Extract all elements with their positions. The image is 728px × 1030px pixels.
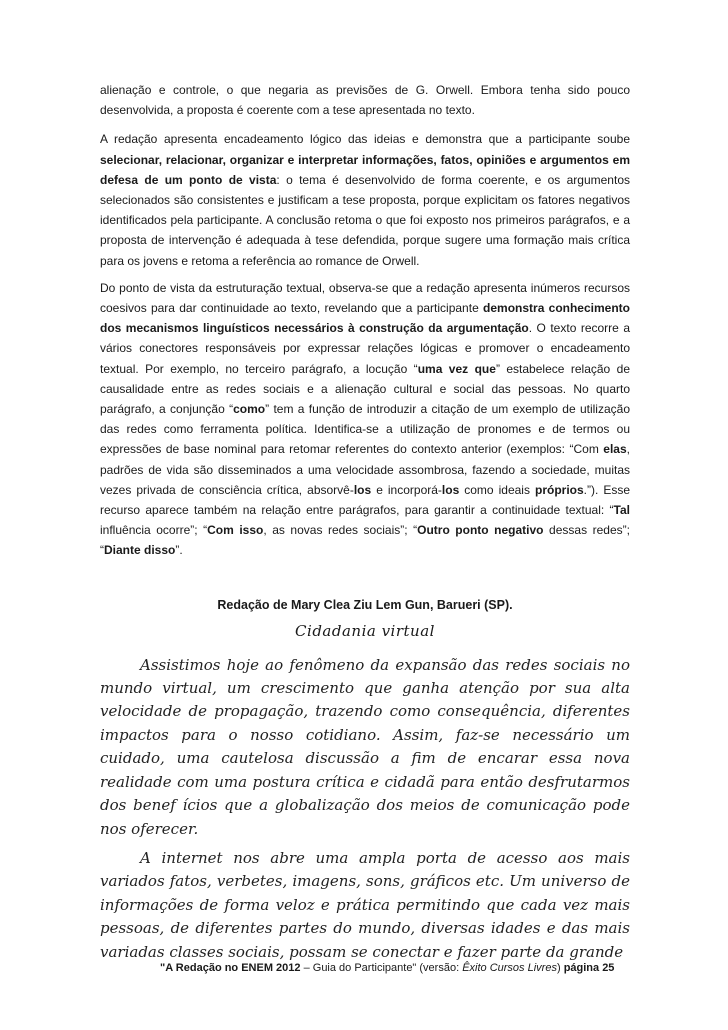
page-footer (160, 962, 615, 974)
text-run: , padrões de vida são disseminados a uma velocidade assombrosa, fazendo a sociedade, muitas vezes privada de consciência crítica, absorvê- (100, 442, 630, 497)
essay-author-line: Redação de Mary Clea Ziu Lem Gun, Barueri (SP). (217, 597, 513, 612)
bold-text: demonstra conhecimento dos mecanismos linguísticos necessários à construção da argumentação (100, 301, 630, 336)
commentary-paragraph (100, 80, 630, 120)
bold-text: Com isso (207, 523, 264, 538)
text-run: .”). Esse recurso aparece também na relação entre parágrafos, para garantir a continuidade textual: “ (100, 482, 631, 518)
handwritten-essay (100, 654, 630, 964)
essay-paragraph: A internet nos abre uma ampla porta de acesso aos mais variados fatos, verbetes, imagens, sons, gráficos etc. Um universo de informações de forma veloz e prática permitindo que cada vez mais pessoas, de diferentes partes do mundo, diversas idades e das mais variadas classes sociais, possam se conectar e fazer parte da grande (100, 848, 630, 961)
footer-version: Êxito Cursos Livres (462, 962, 557, 974)
text-run: ” tem a função de introduzir a citação de um exemplo de utilização das redes como ferramenta política. Identifica-se a utilização de pronomes e de termos ou expressões de base nominal para retomar referentes do contexto anterior (exemplos: “Com (100, 402, 630, 457)
bold-text: selecionar, relacionar, organizar e interpretar informações, fatos, opiniões e argumentos em defesa de um ponto de vista (100, 152, 630, 187)
commentary-paragraph (100, 278, 630, 561)
bold-text: los (441, 482, 460, 497)
text-run: influência ocorre”; “ (100, 523, 208, 538)
text-run: como ideais (459, 482, 535, 497)
bold-text: uma vez que (417, 361, 496, 376)
bold-text: como (233, 402, 266, 417)
text-run: e incorporá- (371, 482, 442, 497)
bold-text: Tal (613, 503, 630, 518)
text-run: ”. (175, 543, 183, 558)
bold-text: próprios (534, 482, 584, 497)
essay-title: Cidadania virtual (295, 621, 435, 640)
essay-paragraph: Assistimos hoje ao fenômeno da expansão das redes sociais no mundo virtual, um crescimento que ganha atenção por sua alta velocidade de propagação, trazendo como consequência, diferentes impactos para o nosso cotidiano. Assim, faz-se necessário um cuidado, uma cautelosa discussão a fim de encarar essa nova realidade com uma postura crítica e cidadã para então desfrutarmos dos benef ícios que a globalização dos meios de comunicação pode nos oferecer. (100, 655, 630, 838)
text-run: . O texto recorre a vários conectores responsáveis por expressar relações lógicas e promover o encadeamento textual. Por exemplo, no terceiro parágrafo, a locução “ (100, 321, 630, 376)
footer-subtitle: – Guia do Participante" (versão: (300, 962, 463, 974)
bold-text: los (353, 482, 372, 497)
text-run: dessas redes”; “ (100, 523, 630, 558)
text-run: alienação e controle, o que negaria as previsões de G. Orwell. Embora tenha sido pouco desenvolvida, a proposta é coerente com a tese apresentada no texto. (100, 83, 630, 118)
footer-page-number: página 25 (563, 962, 615, 974)
page-content (100, 80, 630, 970)
bold-text: Outro ponto negativo (417, 523, 544, 538)
commentary-paragraph (100, 129, 630, 270)
text-run: ” estabelece relação de causalidade entre as redes sociais e a alienação cultural e social das pessoas. No quarto parágrafo, a conjunção “ (100, 361, 631, 417)
text-run: A redação apresenta encadeamento lógico das ideias e demonstra que a participante soube (100, 132, 630, 147)
footer-title: "A Redação no ENEM 2012 (160, 962, 301, 974)
bold-text: elas (603, 442, 627, 457)
bold-text: Diante disso (104, 543, 176, 558)
footer-close: ) (556, 962, 564, 974)
evaluation-commentary (100, 80, 630, 561)
text-run: : o tema é desenvolvido de forma coerente, e os argumentos selecionados são consistentes e justificam a tese proposta, porque explicitam os fatores negativos identificados pela participante. A conclusão retoma o que foi exposto nos primeiros parágrafos, e a proposta de intervenção é adequada à tese defendida, porque sugere uma formação mais crítica para os jovens e retoma a referência ao romance de Orwell. (100, 172, 630, 268)
text-run: Do ponto de vista da estruturação textual, observa-se que a redação apresenta inúmeros recursos coesivos para dar continuidade ao texto, revelando que a participante (100, 280, 630, 316)
text-run: , as novas redes sociais”; “ (263, 523, 418, 538)
